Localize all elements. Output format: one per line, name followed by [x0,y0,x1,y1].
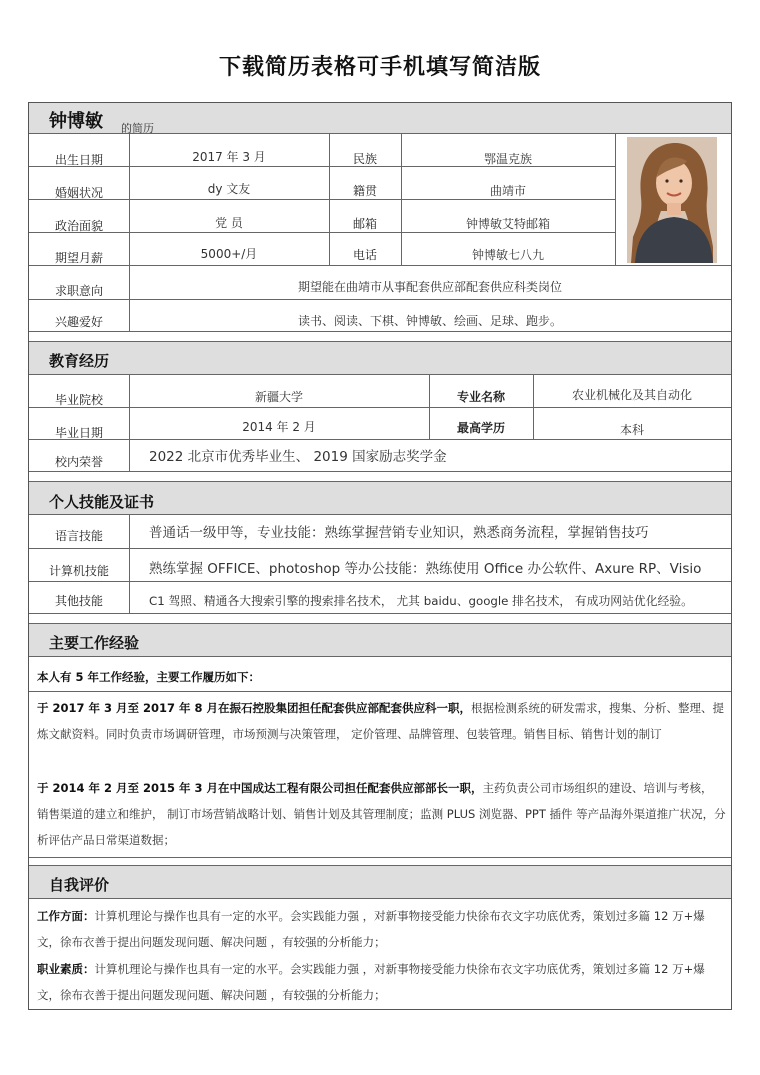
computer-skill-value: 熟练掌握 OFFICE、photoshop 等办公技能：熟练使用 Office 办公软件、Axure RP、Visio [149,561,702,577]
expected-salary-value: 5000+/月 [200,247,258,261]
computer-skill-label: 计算机技能 [48,564,109,578]
applicant-name: 钟博敏 [49,111,103,132]
native-place-value: 曲靖市 [489,184,526,198]
phone-value: 钟博敏七八九 [471,248,544,262]
language-skill-value: 普通话一级甲等，专业技能：熟练掌握营销专业知识，熟悉商务流程，掌握销售技巧 [149,525,649,541]
work-entry [37,695,727,747]
phone-label: 电话 [352,248,377,262]
skills-section-title: 个人技能及证书 [49,493,155,511]
self-eval-heading: 职业素质： [37,962,95,976]
honors-value: 2022 北京市优秀毕业生、 2019 国家励志奖学金 [149,449,447,465]
ethnicity-label: 民族 [352,152,377,166]
job-intention-value: 期望能在曲靖市从事配套供应部配套供应科类岗位 [297,280,562,294]
honors-label: 校内荣誉 [54,455,103,469]
profile-photo [627,137,717,263]
work-entry-body: 主药负责公司市场组织的建设、培训与考核， 销售渠道的建立和维护， 制订市场营销战略计划、销售计划及其管理制度；监测 PLUS 浏览器、PPT 插件 等产品海外渠道推广状况，分析评估产品日常渠道数据； [37,781,726,847]
birth-date-value: 2017 年 3 月 [192,150,266,164]
job-intention-label: 求职意向 [54,284,103,298]
work-section-title: 主要工作经验 [49,634,140,652]
self-eval-body: 计算机理论与操作也具有一定的水平。会实践能力强 ，对新事物接受能力快徐布衣文字功底优秀，策划过多篇 12 万+爆文，徐布衣善于提出问题发现问题、解决问题 ，有较强的分析能力； [37,909,705,949]
political-status-value: 党 员 [215,216,243,230]
education-section-bar [29,342,731,374]
birth-date-label: 出生日期 [54,153,103,167]
self-eval-body: 计算机理论与操作也具有一定的水平。会实践能力强 ，对新事物接受能力快徐布衣文字功底优秀，策划过多篇 12 万+爆文，徐布衣善于提出问题发现问题、解决问题 ，有较强的分析能力； [37,962,705,1002]
name-suffix: 的简历 [121,122,154,135]
major-value: 农业机械化及其自动化 [571,388,692,402]
graduation-date-label: 毕业日期 [54,426,103,440]
work-entry-heading: 于 2017 年 3 月至 2017 年 8 月在振石控股集团担任配套供应部配套供应科一职， [37,701,472,715]
marital-status-value: dy 文友 [207,182,251,196]
self-eval-heading: 工作方面： [37,909,95,923]
work-entry-body: 根据检测系统的研发需求，搜集、分析、整理、提炼文献资料。同时负责市场调研管理，市场预测与决策管理， 定价管理、品牌管理、包装管理。销售目标、销售计划的制订 [37,701,725,741]
work-entry-heading: 于 2014 年 2 月至 2015 年 3 月在中国成达工程有限公司担任配套供应部部长一职， [37,781,483,795]
self-eval-section-bar [29,866,731,898]
highest-degree-label: 最高学历 [456,421,505,435]
self-eval-section-title: 自我评价 [49,876,110,894]
marital-status-label: 婚姻状况 [54,186,103,200]
work-entry [37,775,727,853]
language-skill-label: 语言技能 [54,529,103,543]
ethnicity-value: 鄂温克族 [483,152,532,166]
major-label: 专业名称 [456,390,505,404]
political-status-label: 政治面貌 [54,219,103,233]
email-value: 钟博敏艾特邮箱 [465,217,550,231]
document-title: 下载简历表格可手机填写简洁版 [218,55,541,80]
email-label: 邮箱 [352,217,377,231]
hobbies-label: 兴趣爱好 [54,315,103,329]
highest-degree-value: 本科 [619,423,644,437]
school-label: 毕业院校 [54,393,103,407]
resume-sheet [28,102,732,1010]
education-section-title: 教育经历 [49,352,110,370]
self-eval-entry [37,903,727,955]
other-skill-value: C1 驾照、精通各大搜索引擎的搜索排名技术， 尤其 baidu、google 排名技术， 有成功网站优化经验。 [149,594,693,608]
work-lead: 本人有 5 年工作经验，主要工作履历如下： [37,670,261,684]
self-eval-entry [37,956,727,1008]
graduation-date-value: 2014 年 2 月 [242,420,316,434]
native-place-label: 籍贯 [352,184,377,198]
school-value: 新疆大学 [254,390,303,404]
expected-salary-label: 期望月薪 [54,251,103,265]
other-skill-label: 其他技能 [54,594,103,608]
hobbies-value: 读书、阅读、下棋、钟博敏、绘画、足球、跑步。 [297,314,562,328]
